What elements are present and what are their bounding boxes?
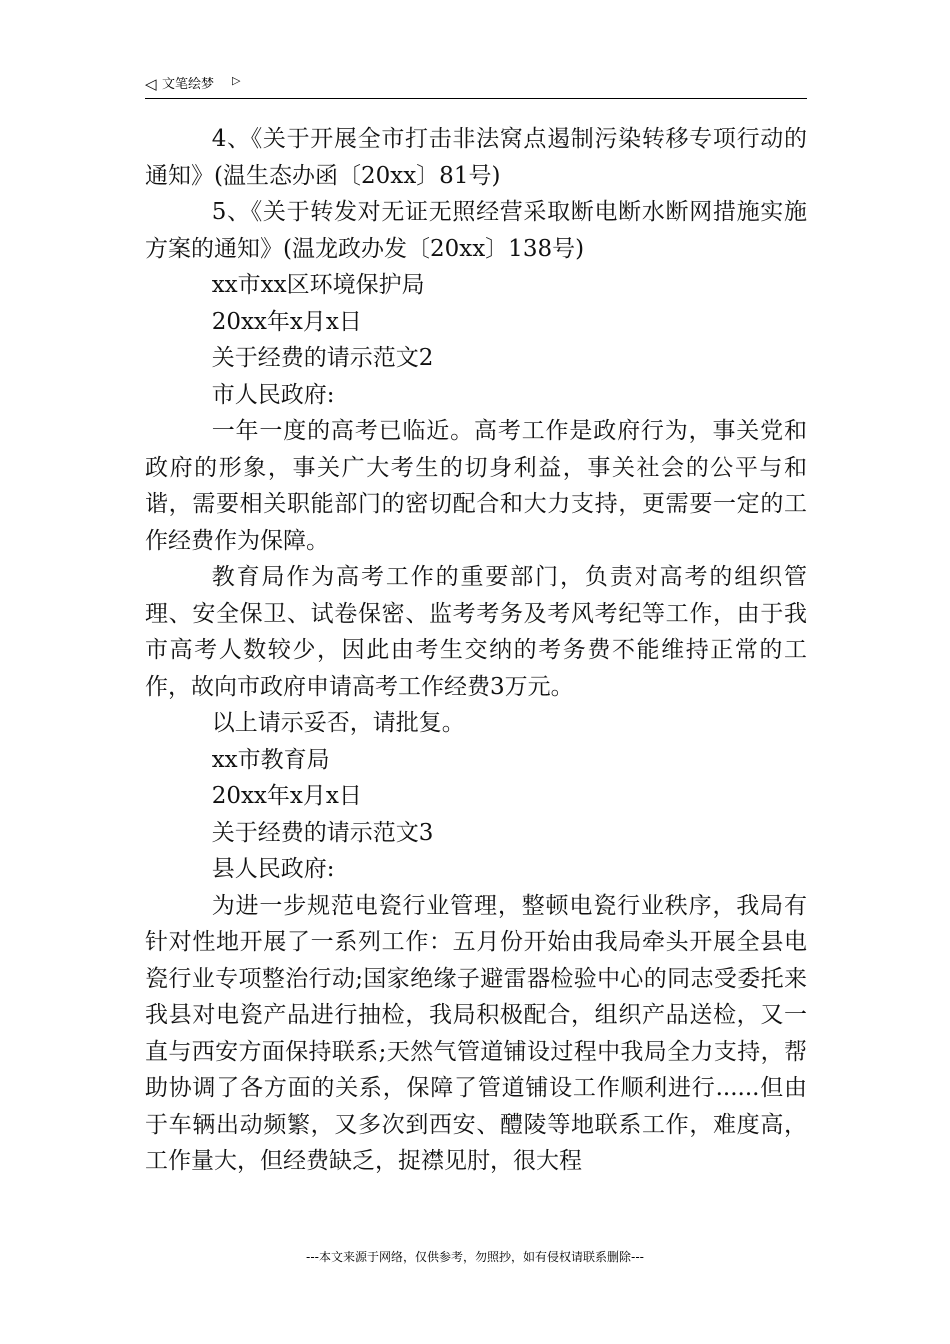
header-brand: 文笔绘梦: [162, 77, 215, 92]
section-title: 关于经费的请示范文2: [211, 345, 434, 371]
document-body: [145, 121, 807, 1180]
signature-date: 20xx年x月x日: [211, 308, 362, 335]
left-triangle-icon: ◁: [145, 75, 157, 93]
closing-request: 以上请示妥否，请批复。: [211, 710, 465, 736]
salutation: 市人民政府:: [211, 381, 335, 408]
salutation: 县人民政府:: [211, 856, 335, 882]
body-paragraph: 教育局作为高考工作的重要部门，负责对高考的组织管理、安全保卫、试卷保密、监考考务及考风考纪等工作，由于我市高考人数较少，因此由考生交纳的考务费不能维持正常的工作，故向市政府申请高考工作经费3万元。: [145, 564, 807, 700]
footer-disclaimer: ---本文来源于网络，仅供参考，勿照抄，如有侵权请联系删除---: [306, 1250, 644, 1264]
signature-date: 20xx年x月x日: [211, 783, 362, 809]
signature-org: xx市xx区环境保护局: [211, 272, 425, 298]
signature-org: xx市教育局: [211, 746, 330, 773]
reference-item-5: 5、《关于转发对无证无照经营采取断电断水断网措施实施方案的通知》(温龙政办发〔20xx〕138号): [145, 199, 807, 262]
page-header: [145, 72, 807, 99]
body-paragraph: 为进一步规范电瓷行业管理，整顿电瓷行业秩序，我局有针对性地开展了一系列工作：五月份开始由我局牵头开展全县电瓷行业专项整治行动;国家绝缘子避雷器检验中心的同志受委托来我县对电瓷产品进行抽检，我局积极配合，组织产品送检，又一直与西安方面保持联系;天然气管道铺设过程中我局全力支持，帮助协调了各方面的关系，保障了管道铺设工作顺利进行......但由于车辆出动频繁，又多次到西安、醴陵等地联系工作，难度高，工作量大，但经费缺乏，捉襟见肘，很大程: [145, 892, 807, 1174]
body-paragraph: 一年一度的高考已临近。高考工作是政府行为，事关党和政府的形象，事关广大考生的切身利益，事关社会的公平与和谐，需要相关职能部门的密切配合和大力支持，更需要一定的工作经费作为保障。: [145, 418, 807, 554]
reference-item-4: 4、《关于开展全市打击非法窝点遏制污染转移专项行动的通知》(温生态办函〔20xx〕81号): [145, 126, 807, 189]
section-title: 关于经费的请示范文3: [211, 819, 434, 846]
right-triangle-icon: ▷: [232, 74, 241, 87]
